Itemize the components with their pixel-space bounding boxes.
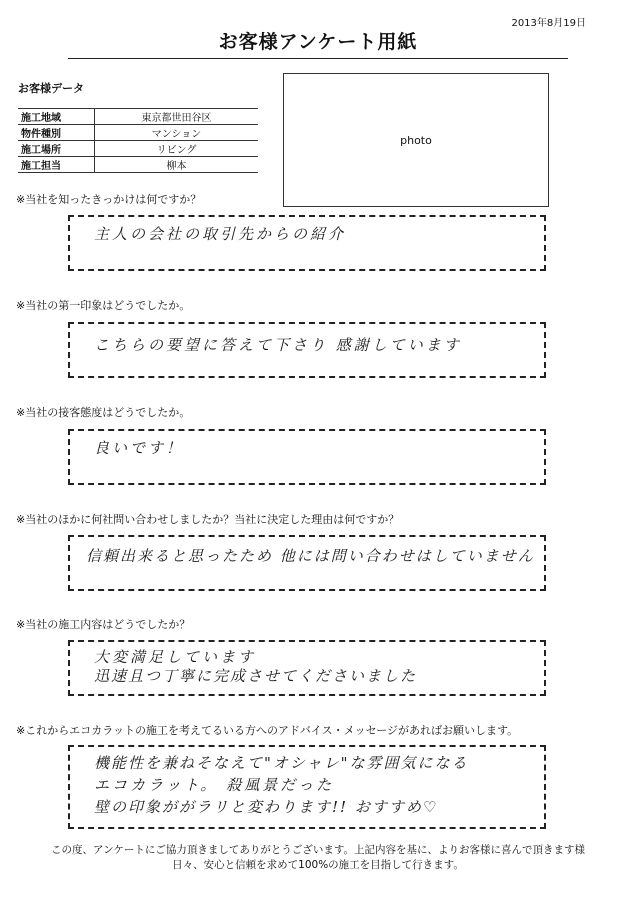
answer-box-5 (68, 640, 546, 696)
photo-placeholder (283, 73, 549, 207)
handwritten-answer: 壁の印象ががラリと変わります!! おすすめ♡ (94, 797, 439, 816)
customer-info-table (18, 108, 258, 173)
info-value: 東京都世田谷区 (95, 109, 259, 125)
handwritten-answer: エコカラット。 殺風景だった (94, 775, 335, 794)
question-4: ※当社のほかに何社問い合わせしましたか？当社に決定した理由は何ですか？ (16, 513, 400, 526)
footer-line-1: この度、アンケートにご協力頂きましてありがとうございます。上記内容を基に、よりお客様に喜んで頂きます様 (50, 844, 586, 856)
info-row (18, 125, 258, 141)
info-row (18, 141, 258, 157)
info-label: 施工担当 (18, 157, 95, 173)
handwritten-answer: 信頼出来ると思ったため 他には問い合わせはしていません (86, 547, 535, 565)
answer-box-4 (68, 535, 546, 591)
handwritten-answer: 機能性を兼ねそなえて"オシャレ"な雰囲気になる (94, 754, 469, 772)
answer-box-3 (68, 429, 546, 485)
question-6: ※これからエコカラットの施工を考えてるいる方へのアドバイス・メッセージがあればお願いします。 (16, 724, 519, 737)
footer-message (0, 843, 636, 873)
page-title: お客様アンケート用紙 (68, 27, 568, 59)
info-value: 柳本 (95, 157, 259, 173)
info-label: 物件種別 (18, 125, 95, 141)
customer-data-heading: お客様データ (18, 82, 84, 95)
question-5: ※当社の施工内容はどうでしたか？ (16, 618, 191, 631)
answer-box-2 (68, 322, 546, 378)
question-1: ※当社を知ったきっかけは何ですか？ (16, 193, 202, 206)
question-2: ※当社の第一印象はどうでしたか。 (16, 299, 191, 312)
answer-box-6 (68, 745, 546, 829)
handwritten-answer: こちらの要望に答えて下さり 感謝しています (94, 336, 462, 354)
info-value: マンション (95, 125, 259, 141)
footer-line-2: 日々、安心と信頼を求めて100%の施工を目指して行きます。 (172, 859, 464, 872)
info-value: リビング (95, 141, 259, 157)
survey-date: 2013年8月19日 (511, 18, 586, 29)
answer-box-1 (68, 215, 546, 271)
info-label: 施工場所 (18, 141, 95, 157)
handwritten-answer: 迅速且つ丁寧に完成させてくださいました (94, 666, 418, 685)
photo-label: photo (400, 133, 432, 147)
info-label: 施工地域 (18, 109, 95, 125)
handwritten-answer: 主人の会社の取引先からの紹介 (94, 225, 347, 243)
info-row (18, 157, 258, 173)
handwritten-answer: 大変満足しています (94, 648, 257, 666)
handwritten-answer: 良いです！ (94, 439, 185, 457)
question-3: ※当社の接客態度はどうでしたか。 (16, 406, 191, 419)
info-row (18, 109, 258, 125)
